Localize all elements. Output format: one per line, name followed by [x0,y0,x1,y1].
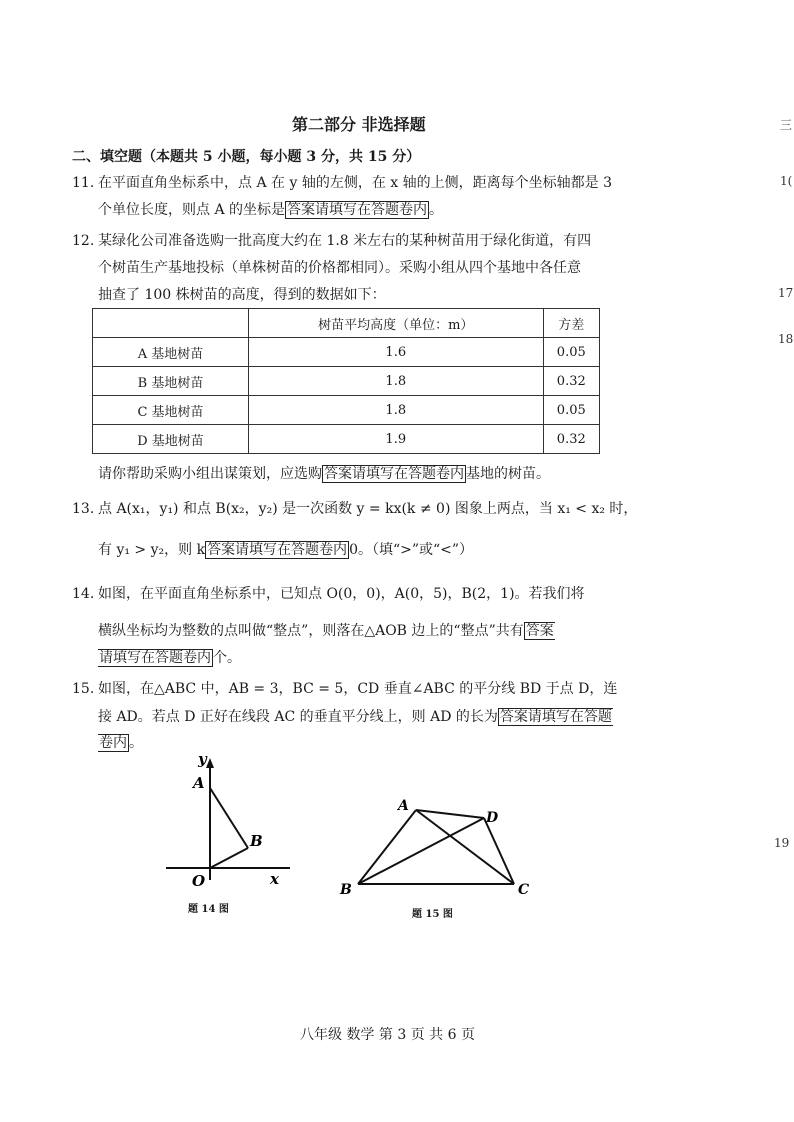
q11-number: 11. [72,175,95,191]
segment-ob [210,848,248,868]
figure-15-caption: 题 15 图 [412,909,453,920]
q14-line2-pre: 横纵坐标均为整数的点叫做“整点”，则落在△AOB 边上的“整点”共有 [98,623,524,639]
table-header-row [93,309,600,338]
segment-ab [210,788,248,848]
q12-answer-box: 答案请填写在答题卷内 [324,466,464,482]
q15-line2 [98,708,613,726]
q14-line1: 如图，在平面直角坐标系中，已知点 O(0，0)，A(0，5)，B(2，1)。若我们将 [98,586,585,602]
page-footer: 八年级 数学 第 3 页 共 6 页 [300,1027,475,1043]
seedling-table [92,308,600,454]
q13-line2-pre: 有 y₁ > y₂，则 k [98,542,206,558]
row-label: D 基地树苗 [93,425,249,454]
q14-number: 14. [72,586,95,602]
page-title: 第二部分 非选择题 [292,115,426,134]
q14-answer-box-a: 答案 [525,623,554,639]
label-c: C [518,882,530,898]
q15-answer-box-b: 卷内 [99,735,127,751]
q15-number: 15. [72,681,95,697]
segment-dc [484,818,514,884]
q13-number: 13. [72,501,95,517]
y-axis-arrow-icon [206,758,214,768]
q14-line2 [98,622,555,640]
q11-line2-post: 。 [429,202,444,218]
table-row [93,425,600,454]
table-row [93,367,600,396]
q12-number: 12. [72,233,95,249]
q15-line1: 如图，在△ABC 中，AB = 3，BC = 5，CD 垂直∠ABC 的平分线 BD 于点 D，连 [98,681,618,697]
label-a: A [398,798,409,814]
row-label: C 基地树苗 [93,396,249,425]
q11-answer-box: 答案请填写在答题卷内 [287,202,428,218]
row-variance: 0.32 [543,367,599,396]
table-header-blank [93,309,249,338]
q11-line1: 在平面直角坐标系中，点 A 在 y 轴的左侧，在 x 轴的上侧，距离每个坐标轴都是 3 [98,175,612,191]
q11-line2-pre: 个单位长度，则点 A 的坐标是 [98,202,286,218]
q15-line2-pre: 接 AD。若点 D 正好在线段 AC 的垂直平分线上，则 AD 的长为 [98,709,498,725]
section-heading: 二、填空题（本题共 5 小题，每小题 3 分，共 15 分） [72,149,421,165]
label-x: x [270,870,279,888]
label-b: B [340,882,352,898]
q12-after-pre: 请你帮助采购小组出谋策划，应选购 [98,466,322,482]
q14-line3-post: 个。 [213,650,241,666]
q12-line2: 个树苗生产基地投标（单株树苗的价格都相同）。采购小组从四个基地中各任意 [98,260,581,276]
row-variance: 0.32 [543,425,599,454]
edge-mark: 1( [780,174,793,188]
q13-line2-post: 0。（填“>”或“<”） [349,542,474,558]
edge-mark: 17 [778,286,794,300]
q12-after [98,465,550,483]
label-b: B [250,832,263,850]
q13-line2 [98,541,473,559]
edge-mark: 19 [774,836,790,850]
q13-line1: 点 A(x₁，y₁) 和点 B(x₂，y₂) 是一次函数 y = kx(k ≠ 0) 图象上两点，当 x₁ < x₂ 时， [98,501,638,517]
q14-line3 [98,649,241,667]
row-height: 1.8 [249,367,544,396]
figure-14 [160,748,300,896]
q15-answer-box-a: 答案请填写在答题 [499,709,612,725]
edge-mark: 三 [780,118,793,132]
label-o: O [192,872,206,890]
segment-bd [358,818,484,884]
segment-ba [358,810,416,884]
row-variance: 0.05 [543,338,599,367]
q13-answer-box: 答案请填写在答题卷内 [207,542,348,558]
table-header-height: 树苗平均高度（单位：m） [249,309,544,338]
q12-line1: 某绿化公司准备选购一批高度大约在 1.8 米左右的某种树苗用于绿化街道，有四 [98,233,592,249]
q15-line3 [98,734,143,752]
row-height: 1.9 [249,425,544,454]
row-variance: 0.05 [543,396,599,425]
table-row [93,396,600,425]
q14-answer-box-b: 请填写在答题卷内 [99,650,211,666]
label-y: y [198,750,207,768]
label-d: D [486,810,499,826]
table-header-variance: 方差 [543,309,599,338]
figure-15 [336,792,536,900]
edge-mark: 18 [778,332,794,346]
label-a: A [193,774,205,792]
table-row [93,338,600,367]
row-label: A 基地树苗 [93,338,249,367]
q12-line3: 抽查了 100 株树苗的高度，得到的数据如下： [98,287,386,303]
q11-line2 [98,201,443,219]
row-label: B 基地树苗 [93,367,249,396]
q12-after-post: 基地的树苗。 [466,466,550,482]
figure-14-caption: 题 14 图 [188,904,229,915]
row-height: 1.6 [249,338,544,367]
q15-line3-post: 。 [129,735,143,751]
row-height: 1.8 [249,396,544,425]
